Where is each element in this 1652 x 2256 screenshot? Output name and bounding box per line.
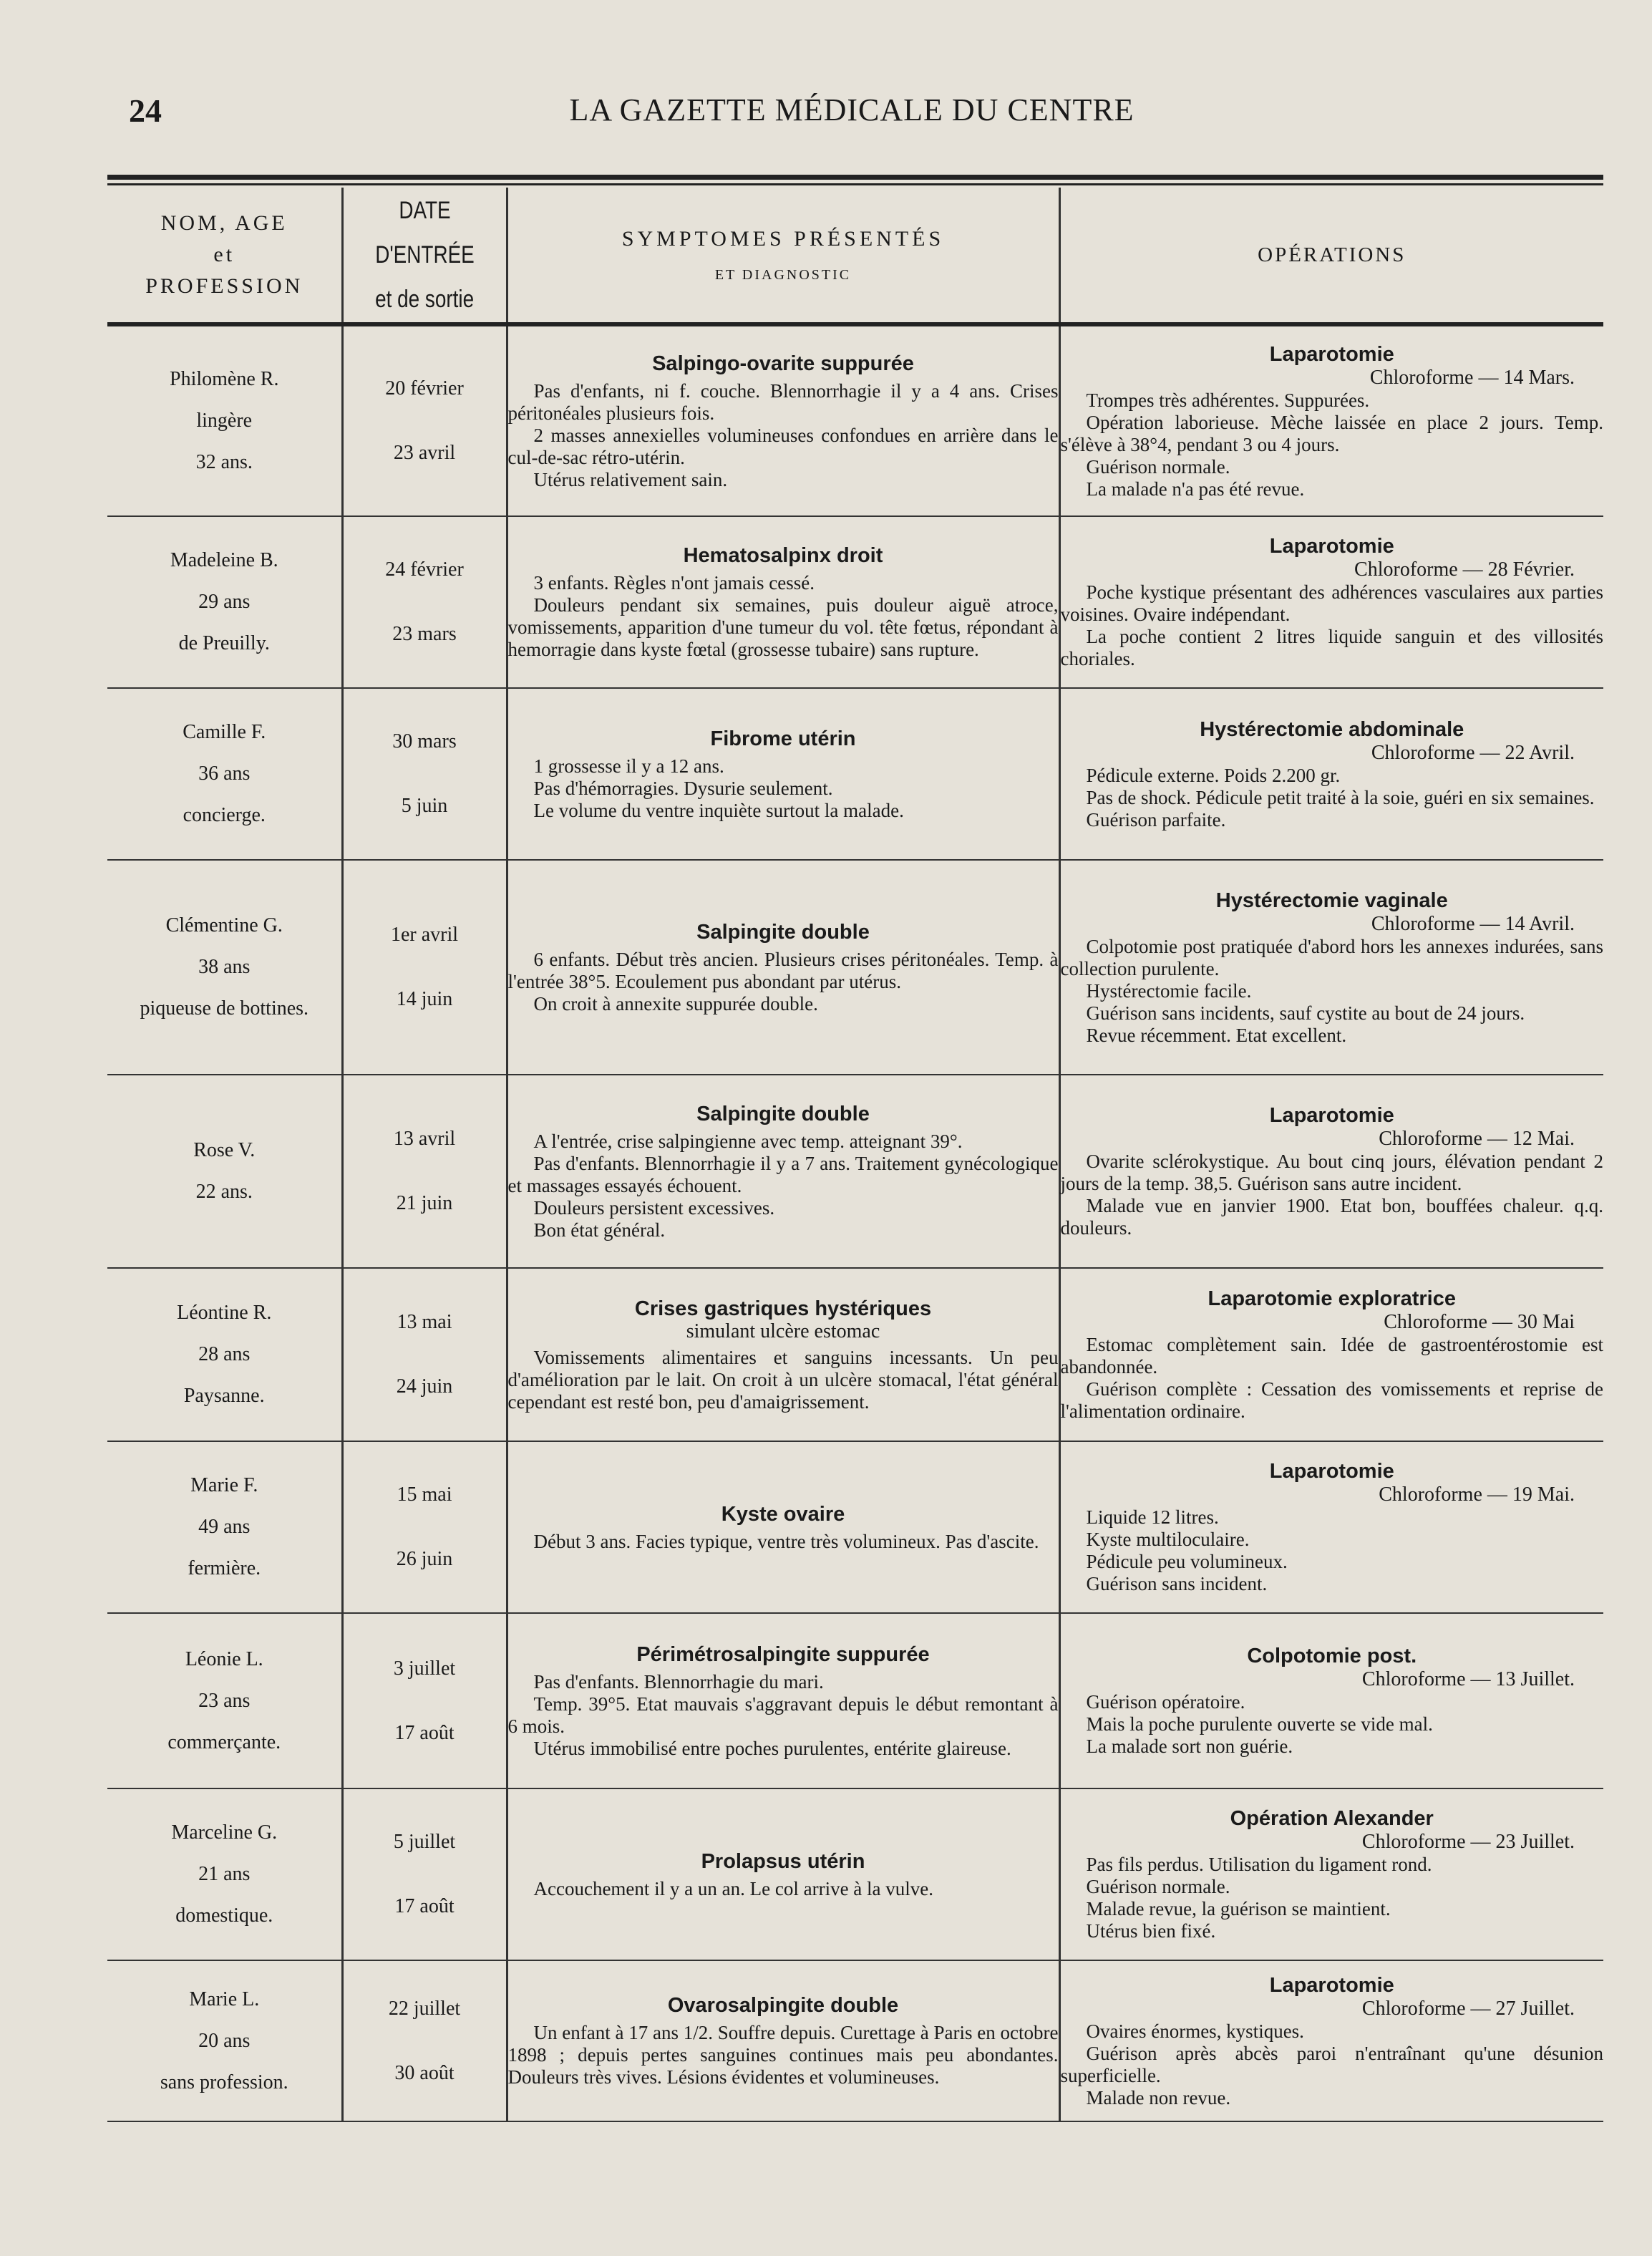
- table-row: [107, 1788, 1603, 1960]
- patient-info-line: Marie L.: [189, 1988, 260, 2010]
- symptom-paragraph: Douleurs persistent excessives.: [533, 1196, 775, 1219]
- symptoms-cell: [507, 1441, 1059, 1613]
- table-row: [107, 688, 1603, 860]
- symptom-paragraph: A l'entrée, crise salpingienne avec temp. atteignant 39°.: [533, 1130, 963, 1152]
- patient-info-line: concierge.: [183, 804, 266, 826]
- patient-cell: [107, 516, 342, 688]
- operation-detail: Mais la poche purulente ouverte se vide mal.: [1086, 1713, 1433, 1735]
- header-symptoms-column: [507, 188, 1059, 324]
- patient-info-line: domestique.: [175, 1904, 273, 1927]
- diagnosis-title: Ovarosalpingite double: [667, 1994, 899, 2017]
- entry-date: 1er avril: [390, 924, 459, 946]
- table-row: [107, 1441, 1603, 1613]
- patient-cell: [107, 860, 342, 1075]
- patient-info-line: 23 ans: [198, 1689, 251, 1712]
- diagnosis-title: Fibrome utérin: [710, 727, 856, 750]
- operation-detail: La malade n'a pas été revue.: [1086, 478, 1305, 500]
- patient-info-line: 32 ans.: [195, 451, 253, 473]
- operation-cell: [1059, 1788, 1603, 1960]
- operation-detail: Guérison complète : Cessation des vomissements et reprise de l'alimentation ordinaire.: [1060, 1378, 1603, 1422]
- symptom-paragraph: 1 grossesse il y a 12 ans.: [533, 755, 724, 777]
- exit-date: 21 juin: [396, 1192, 453, 1214]
- symptoms-cell: [507, 324, 1059, 516]
- entry-date: 3 juillet: [393, 1657, 456, 1680]
- symptoms-cell: [507, 1788, 1059, 1960]
- dates-cell: [342, 1788, 507, 1960]
- patient-cell: [107, 1960, 342, 2121]
- operation-title: Laparotomie exploratrice: [1208, 1287, 1456, 1310]
- header-dates-column: [342, 188, 507, 324]
- symptom-paragraph: On croit à annexite suppurée double.: [533, 992, 818, 1015]
- patient-info-line: 36 ans: [198, 763, 251, 785]
- anesthesia-line: Chloroforme — 13 Juillet.: [1361, 1668, 1575, 1690]
- anesthesia-line: Chloroforme — 28 Février.: [1354, 558, 1575, 581]
- patient-cell: [107, 688, 342, 860]
- operation-title: Laparotomie: [1269, 1104, 1394, 1127]
- operation-detail: La poche contient 2 litres liquide sanguin et des villosités choriales.: [1060, 626, 1603, 669]
- patient-info-line: 29 ans: [198, 591, 251, 613]
- table-row: [107, 1268, 1603, 1441]
- page-header: [107, 92, 1596, 142]
- symptom-paragraph: Utérus relativement sain.: [533, 468, 728, 490]
- header-rule-bottom: [107, 183, 1603, 185]
- patient-info-line: Rose V.: [193, 1139, 256, 1161]
- operation-title: Laparotomie: [1269, 535, 1394, 558]
- operation-detail: Guérison parfaite.: [1086, 808, 1226, 831]
- header-name-line: PROFESSION: [145, 274, 303, 298]
- exit-date: 17 août: [394, 1721, 455, 1744]
- patient-cell: [107, 1075, 342, 1268]
- diagnosis-title: Kyste ovaire: [721, 1502, 845, 1526]
- patient-info-line: 28 ans: [198, 1343, 251, 1365]
- header-operations-title: OPÉRATIONS: [1258, 243, 1406, 266]
- operation-title: Hystérectomie vaginale: [1215, 889, 1448, 912]
- operation-detail: Kyste multiloculaire.: [1086, 1529, 1250, 1550]
- table-row: [107, 324, 1603, 516]
- operation-detail: Pédicule peu volumineux.: [1086, 1551, 1288, 1572]
- patient-info-line: Marie F.: [190, 1474, 258, 1496]
- exit-date: 23 avril: [393, 442, 456, 464]
- operation-detail: Guérison après abcès paroi n'entraînant qu'une désunion superficielle.: [1060, 2042, 1603, 2086]
- symptom-paragraph: Pas d'enfants, ni f. couche. Blennorrhagie il y a 4 ans. Crises péritonéales plusieurs fois.: [507, 379, 1059, 424]
- header-date-line: et de sortie: [375, 286, 474, 313]
- operation-detail: Ovaires énormes, kystiques.: [1086, 2020, 1304, 2042]
- symptom-paragraph: Le volume du ventre inquiète surtout la malade.: [533, 799, 904, 821]
- symptom-paragraph: Vomissements alimentaires et sanguins incessants. Un peu d'amélioration par le lait. On croit à un ulcère stomacal, l'état général cependant est resté bon, peu d'amaigrissement.: [507, 1346, 1059, 1413]
- exit-date: 17 août: [394, 1895, 455, 1917]
- exit-date: 14 juin: [396, 988, 453, 1010]
- header-operations-column: [1059, 188, 1603, 324]
- patient-info-line: fermière.: [188, 1557, 261, 1579]
- diagnosis-subtitle: simulant ulcère estomac: [686, 1320, 880, 1342]
- patient-cell: [107, 1613, 342, 1788]
- symptom-paragraph: Pas d'enfants. Blennorrhagie du mari.: [533, 1670, 824, 1693]
- patient-info-line: Madeleine B.: [170, 549, 278, 571]
- operation-cell: [1059, 1075, 1603, 1268]
- operation-detail: Estomac complètement sain. Idée de gastroentérostomie est abandonnée.: [1060, 1334, 1603, 1378]
- entry-date: 22 juillet: [388, 1997, 461, 2020]
- operation-detail: Guérison normale.: [1086, 455, 1230, 478]
- symptoms-cell: [507, 688, 1059, 860]
- anesthesia-line: Chloroforme — 22 Avril.: [1371, 741, 1575, 764]
- operation-title: Laparotomie: [1269, 342, 1394, 366]
- exit-date: 5 juin: [401, 795, 448, 817]
- header-name-line: NOM, AGE: [160, 211, 288, 235]
- operation-detail: Trompes très adhérentes. Suppurées.: [1086, 389, 1370, 411]
- patient-info-line: 21 ans: [198, 1863, 251, 1885]
- patient-info-line: Clémentine G.: [165, 914, 283, 936]
- operation-cell: [1059, 516, 1603, 688]
- symptom-paragraph: Début 3 ans. Facies typique, ventre très volumineux. Pas d'ascite.: [533, 1530, 1039, 1552]
- table-row: [107, 860, 1603, 1075]
- symptom-paragraph: Accouchement il y a un an. Le col arrive à la vulve.: [533, 1877, 934, 1899]
- exit-date: 23 mars: [392, 623, 457, 645]
- operation-detail: Ovarite sclérokystique. Au bout cinq jours, élévation pendant 2 jours de la temp. 38,5. Guérison sans autre incident.: [1060, 1151, 1603, 1194]
- symptoms-cell: [507, 1613, 1059, 1788]
- patient-info-line: 38 ans: [198, 956, 251, 978]
- operation-detail: Malade revue, la guérison se maintient.: [1086, 1898, 1391, 1919]
- patient-info-line: lingère: [196, 410, 253, 432]
- operation-cell: [1059, 688, 1603, 860]
- entry-date: 13 mai: [397, 1311, 452, 1333]
- operation-detail: Malade non revue.: [1086, 2086, 1231, 2109]
- entry-date: 15 mai: [397, 1483, 452, 1506]
- operation-detail: Pédicule externe. Poids 2.200 gr.: [1086, 764, 1341, 786]
- patient-cell: [107, 324, 342, 516]
- entry-date: 13 avril: [393, 1128, 456, 1150]
- header-name-line: et: [213, 243, 235, 266]
- operation-detail: Guérison normale.: [1086, 1876, 1230, 1897]
- operation-title: Hystérectomie abdominale: [1200, 717, 1464, 741]
- diagnosis-title: Crises gastriques hystériques: [634, 1297, 932, 1320]
- operation-title: Laparotomie: [1269, 1973, 1394, 1997]
- operation-detail: Poche kystique présentant des adhérences vasculaires aux parties voisines. Ovaire indépendant.: [1060, 581, 1603, 625]
- table-row: [107, 1075, 1603, 1268]
- diagnosis-title: Périmétrosalpingite suppurée: [636, 1642, 930, 1666]
- patient-info-line: commerçante.: [167, 1730, 281, 1753]
- patient-info-line: de Preuilly.: [178, 632, 270, 654]
- dates-cell: [342, 1268, 507, 1441]
- operation-title: Colpotomie post.: [1247, 1645, 1417, 1667]
- diagnosis-title: Salpingite double: [696, 1102, 870, 1125]
- symptom-paragraph: Pas d'hémorragies. Dysurie seulement.: [533, 777, 833, 799]
- symptoms-cell: [507, 1075, 1059, 1268]
- anesthesia-line: Chloroforme — 23 Juillet.: [1361, 1831, 1575, 1853]
- operation-detail: Pas fils perdus. Utilisation du ligament rond.: [1086, 1854, 1432, 1875]
- exit-date: 26 juin: [396, 1548, 453, 1570]
- operation-cell: [1059, 1613, 1603, 1788]
- symptom-paragraph: 2 masses annexielles volumineuses confondues en arrière dans le cul-de-sac rétro-utérin.: [507, 424, 1059, 468]
- table-row: [107, 1960, 1603, 2121]
- dates-cell: [342, 1441, 507, 1613]
- operation-detail: La malade sort non guérie.: [1086, 1735, 1293, 1757]
- dates-cell: [342, 860, 507, 1075]
- patient-info-line: Philomène R.: [170, 368, 279, 390]
- patient-info-line: Léonie L.: [185, 1647, 263, 1670]
- operation-title: Laparotomie: [1269, 1460, 1394, 1483]
- page-number: 24: [129, 92, 162, 129]
- entry-date: 30 mars: [392, 730, 457, 752]
- dates-cell: [342, 516, 507, 688]
- entry-date: 24 février: [385, 558, 464, 581]
- operation-cell: [1059, 324, 1603, 516]
- symptom-paragraph: Temp. 39°5. Etat mauvais s'aggravant depuis le début remontant à 6 mois.: [507, 1693, 1059, 1737]
- patient-info-line: 20 ans: [198, 2029, 251, 2052]
- operation-detail: Pas de shock. Pédicule petit traité à la soie, guéri en six semaines.: [1086, 786, 1595, 808]
- operation-cell: [1059, 1441, 1603, 1613]
- symptom-paragraph: Bon état général.: [533, 1219, 666, 1241]
- header-date-line: DATE D'ENTRÉE: [374, 197, 475, 268]
- symptom-paragraph: Un enfant à 17 ans 1/2. Souffre depuis. Curettage à Paris en octobre 1898 ; depuis pertes sanguines continues mais peu abondantes. Douleurs très vives. Lésions évidentes et volumineuses.: [507, 2022, 1059, 2088]
- operation-title: Opération Alexander: [1230, 1807, 1434, 1830]
- anesthesia-line: Chloroforme — 14 Mars.: [1369, 366, 1575, 389]
- diagnosis-title: Prolapsus utérin: [701, 1849, 865, 1873]
- operation-cell: [1059, 1960, 1603, 2121]
- exit-date: 30 août: [394, 2061, 455, 2084]
- dates-cell: [342, 1613, 507, 1788]
- symptom-paragraph: Douleurs pendant six semaines, puis douleur aiguë atroce, vomissements, apparition d'une tumeur du vol. tête fœtus, répondant à hemorragie dans kyste fœtal (grossesse tubaire) sans rupture.: [507, 594, 1059, 660]
- dates-cell: [342, 1960, 507, 2121]
- anesthesia-line: Chloroforme — 12 Mai.: [1379, 1128, 1575, 1150]
- entry-date: 5 juillet: [393, 1831, 456, 1853]
- symptom-paragraph: Pas d'enfants. Blennorrhagie il y a 7 ans. Traitement gynécologique et massages essayés échouent.: [507, 1152, 1059, 1196]
- operation-detail: Guérison opératoire.: [1086, 1691, 1245, 1713]
- table-row: [107, 516, 1603, 688]
- patient-cell: [107, 1441, 342, 1613]
- diagnosis-title: Salpingite double: [696, 920, 870, 944]
- patient-cell: [107, 1268, 342, 1441]
- operation-cell: [1059, 1268, 1603, 1441]
- dates-cell: [342, 1075, 507, 1268]
- patient-info-line: Camille F.: [183, 721, 266, 743]
- header-symptoms-title: SYMPTOMES PRÉSENTÉS: [621, 226, 945, 251]
- header-rule-top: [107, 175, 1603, 180]
- table-row: [107, 1613, 1603, 1788]
- diagnosis-title: Salpingo-ovarite suppurée: [652, 352, 914, 375]
- patient-info-line: 49 ans: [198, 1516, 251, 1538]
- anesthesia-line: Chloroforme — 19 Mai.: [1379, 1483, 1575, 1506]
- anesthesia-line: Chloroforme — 27 Juillet.: [1361, 1997, 1575, 2020]
- diagnosis-title: Hematosalpinx droit: [683, 544, 883, 567]
- operation-detail: Opération laborieuse. Mèche laissée en place 2 jours. Temp. s'élève à 38°4, pendant 3 ou 4 jours.: [1060, 411, 1603, 455]
- journal-title: LA GAZETTE MÉDICALE DU CENTRE: [569, 92, 1134, 127]
- case-table: [107, 188, 1603, 2122]
- operation-detail: Liquide 12 litres.: [1086, 1506, 1219, 1528]
- operation-detail: Colpotomie post pratiquée d'abord hors les annexes indurées, sans collection purulente.: [1060, 935, 1603, 979]
- operation-detail: Guérison sans incidents, sauf cystite au bout de 24 jours.: [1086, 1002, 1525, 1024]
- symptom-paragraph: Utérus immobilisé entre poches purulentes, entérite glaireuse.: [533, 1737, 1011, 1759]
- symptom-paragraph: 6 enfants. Début très ancien. Plusieurs crises péritonéales. Temp. à l'entrée 38°5. Ecoulement pus abondant par utérus.: [507, 948, 1059, 992]
- operation-detail: Revue récemment. Etat excellent.: [1086, 1024, 1347, 1046]
- anesthesia-line: Chloroforme — 14 Avril.: [1371, 912, 1575, 935]
- operation-detail: Guérison sans incident.: [1086, 1573, 1268, 1594]
- operation-detail: Utérus bien fixé.: [1086, 1920, 1216, 1942]
- symptoms-cell: [507, 1268, 1059, 1441]
- patient-info-line: Marceline G.: [171, 1821, 278, 1844]
- patient-info-line: Léontine R.: [177, 1302, 272, 1324]
- patient-info-line: Paysanne.: [183, 1385, 265, 1407]
- header-symptoms-subtitle: ET DIAGNOSTIC: [714, 266, 852, 283]
- operation-detail: Hystérectomie facile.: [1086, 979, 1252, 1002]
- symptom-paragraph: 3 enfants. Règles n'ont jamais cessé.: [533, 572, 815, 594]
- anesthesia-line: Chloroforme — 30 Mai: [1384, 1311, 1575, 1333]
- dates-cell: [342, 324, 507, 516]
- header-name-column: [107, 188, 342, 324]
- symptoms-cell: [507, 860, 1059, 1075]
- patient-info-line: sans profession.: [160, 2071, 288, 2093]
- patient-cell: [107, 1788, 342, 1960]
- exit-date: 24 juin: [396, 1375, 453, 1398]
- symptoms-cell: [507, 516, 1059, 688]
- dates-cell: [342, 688, 507, 860]
- operation-cell: [1059, 860, 1603, 1075]
- patient-info-line: 22 ans.: [195, 1181, 253, 1203]
- entry-date: 20 février: [385, 377, 464, 400]
- patient-info-line: piqueuse de bottines.: [140, 997, 309, 1020]
- symptoms-cell: [507, 1960, 1059, 2121]
- table-header-row: [107, 188, 1603, 324]
- operation-detail: Malade vue en janvier 1900. Etat bon, bouffées chaleur. q.q. douleurs.: [1060, 1195, 1603, 1239]
